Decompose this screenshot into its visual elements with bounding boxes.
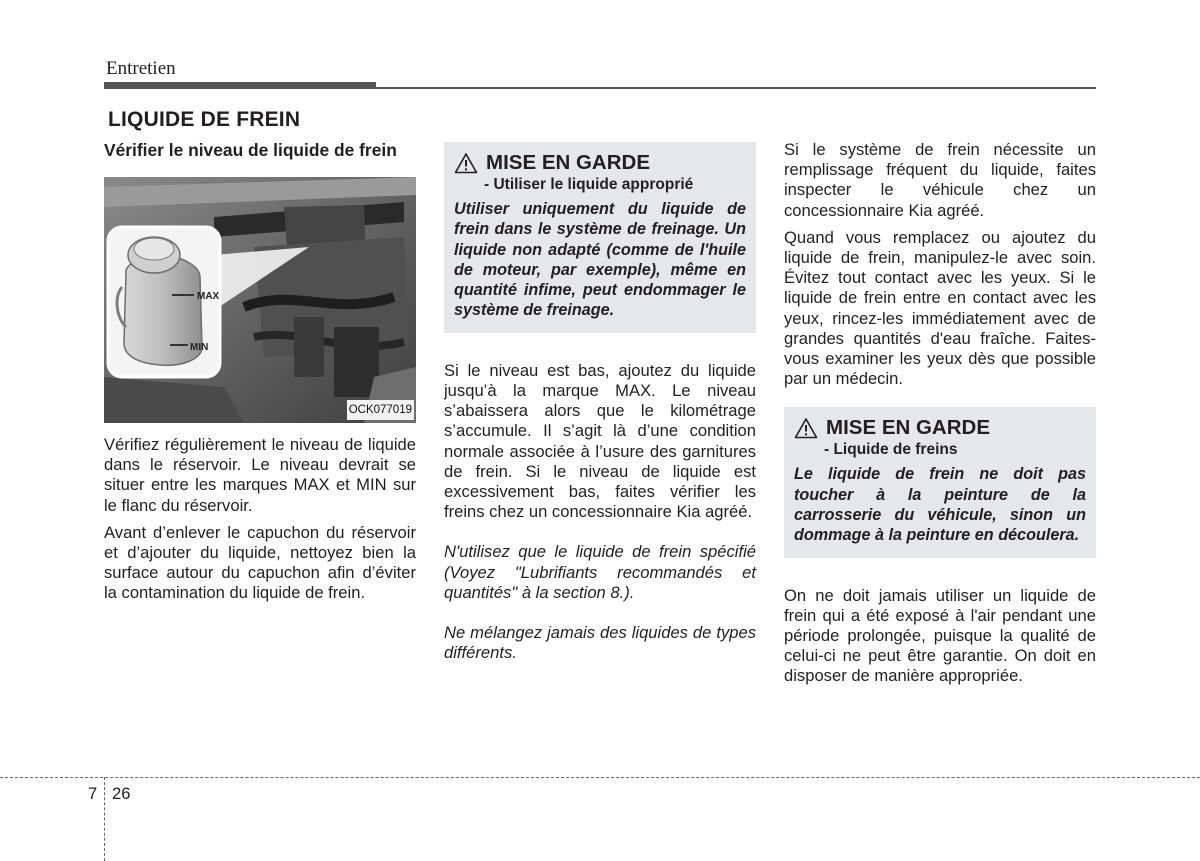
max-mark-label: MAX: [197, 291, 220, 302]
warning-box: [784, 407, 1096, 557]
body-paragraph: Avant d’enlever le capuchon du réservoir et d’ajouter du liquide, nettoyez bien la surface autour du capuchon afin d’éviter la contamination du liquide de frein.: [104, 522, 416, 603]
section-subheading: Vérifier le niveau de liquide de frein: [104, 140, 397, 160]
column-middle: [444, 142, 756, 670]
header-section-title: Entretien: [106, 58, 176, 79]
warning-text: Le liquide de frein ne doit pas toucher à la peinture de la carrosserie du véhicule, sinon un dommage à la peinture en découlera.: [794, 465, 1086, 545]
body-paragraph: On ne doit jamais utiliser un liquide de frein qui a été exposé à l'air pendant une période prolongée, puisque la qualité de celui-ci ne peut être garantie. On doit en disposer de manière appropriée.: [784, 585, 1096, 686]
column-left: [104, 140, 416, 611]
page-number: 26: [112, 784, 131, 803]
body-paragraph: Si le niveau est bas, ajoutez du liquide jusqu’à la marque MAX. Le niveau s’abaissera alors que le kilométrage s’accumule. Il s’agit là d’une condition normale associée à l’usure des garnitures de frein. Si le niveau de liquide est excessivement bas, faites vérifier les freins chez un concessionnaire Kia agréé.: [444, 360, 756, 522]
warning-triangle-icon: [454, 152, 478, 174]
min-mark-label: MIN: [190, 342, 209, 353]
warning-subheading: - Liquide de freins: [824, 441, 958, 459]
page-title: LIQUIDE DE FREIN: [108, 108, 301, 131]
warning-text: Utiliser uniquement du liquide de frein dans le système de freinage. Un liquide non adapté (comme de l'huile de moteur, par exemple), même en quantité infime, peut endommager le système de freinage.: [454, 200, 746, 320]
engine-bay-illustration: [104, 177, 416, 423]
italic-note: N'utilisez que le liquide de frein spécifié (Voyez "Lubrifiants recommandés et quantités" à la section 8.).: [444, 542, 756, 602]
body-paragraph: Si le système de frein nécessite un remplissage fréquent du liquide, faites inspecter le véhicule chez un concessionnaire Kia agréé.: [784, 140, 1096, 220]
footer-vertical-divider: [104, 777, 105, 861]
column-right: [784, 140, 1096, 694]
chapter-number: 7: [88, 784, 98, 803]
header-rule-thin: [376, 87, 1096, 89]
footer-divider: [0, 777, 1200, 778]
warning-subheading: - Utiliser le liquide approprié: [484, 176, 694, 193]
figure-code: OCK077019: [347, 400, 414, 420]
brake-fluid-reservoir-figure: [104, 177, 416, 423]
warning-heading: MISE EN GARDE: [826, 416, 991, 440]
warning-heading: MISE EN GARDE: [486, 151, 651, 174]
body-paragraph: Quand vous remplacez ou ajoutez du liquide de frein, manipulez-le avec soin. Évitez tout contact avec les yeux. Si le liquide de frein entre en contact avec les yeux, rincez-les immédiatement avec de grandes quantités d'eau fraîche. Faites-vous examiner les yeux dès que possible par un médecin.: [784, 227, 1096, 389]
warning-triangle-icon: [794, 417, 818, 439]
body-paragraph: Vérifiez régulièrement le niveau de liquide dans le réservoir. Le niveau devrait se situer entre les marques MAX et MIN sur le flanc du réservoir.: [104, 435, 416, 515]
header-rule-thick: [104, 82, 376, 89]
warning-box: [444, 142, 756, 333]
italic-note: Ne mélangez jamais des liquides de types différents.: [444, 623, 756, 663]
